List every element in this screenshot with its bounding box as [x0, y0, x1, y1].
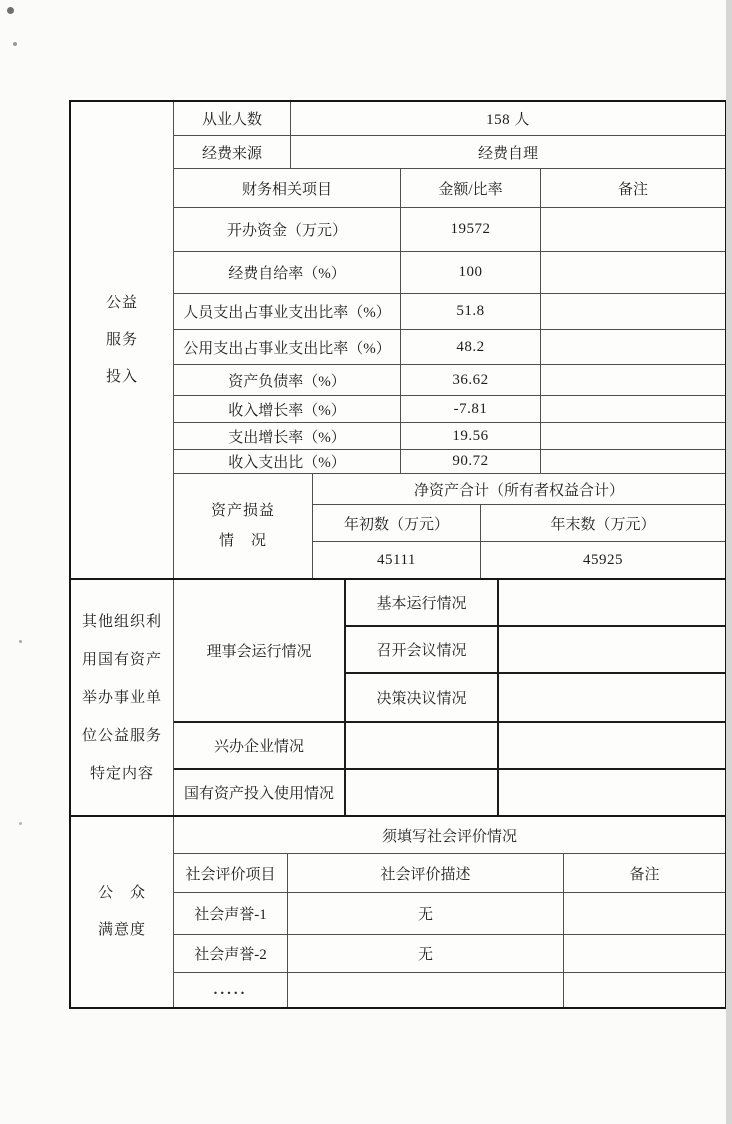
- evaluation-remark: [564, 973, 725, 1007]
- finance-row: [174, 423, 725, 450]
- finance-remark: [541, 252, 725, 293]
- enterprise-remark: [499, 723, 725, 768]
- year-end-header: 年末数（万元）: [550, 516, 656, 533]
- section-label-line: 特定内容: [89, 765, 154, 782]
- social-evaluation-column-header-row: [174, 854, 725, 893]
- finance-remark: [541, 423, 725, 449]
- finance-label: 支出增长率（%）: [174, 423, 401, 449]
- asset-profit-loss-label: [174, 474, 313, 578]
- scan-speck: [7, 7, 14, 14]
- asset-label-line: 资产损益: [210, 503, 275, 519]
- evaluation-item: 社会声誉-2: [174, 935, 288, 972]
- finance-value: 51.8: [401, 294, 541, 329]
- finance-value: -7.81: [401, 396, 541, 422]
- council-row: [346, 627, 725, 674]
- finance-value: 90.72: [401, 450, 541, 473]
- council-item-label: 召开会议情况: [346, 627, 499, 672]
- council-item-value: [499, 627, 725, 672]
- scan-speck: [13, 42, 17, 46]
- section-label-line: 其他组织利: [81, 613, 162, 630]
- asset-label-line: 情 况: [218, 533, 267, 549]
- staff-count-value: 158 人: [486, 112, 530, 128]
- evaluation-desc-header: 社会评价描述: [288, 854, 564, 892]
- section-label-public-service: [71, 102, 174, 578]
- finance-row: [174, 208, 725, 252]
- year-end-value: 45925: [583, 551, 623, 568]
- finance-remark: [541, 450, 725, 473]
- net-assets-header-row: [313, 474, 725, 505]
- asset-use-row: [174, 770, 725, 815]
- asset-use-value: [346, 770, 499, 815]
- council-row: [346, 580, 725, 627]
- year-begin-header: 年初数（万元）: [313, 505, 481, 541]
- finance-row: [174, 294, 725, 330]
- net-assets-values-row: [313, 542, 725, 578]
- scan-speck: [19, 640, 22, 643]
- finance-value: 100: [401, 252, 541, 293]
- section-label-line: 公 众: [97, 885, 146, 901]
- finance-remark: [541, 365, 725, 395]
- council-item-value: [499, 674, 725, 721]
- scan-speck: [19, 822, 22, 825]
- finance-label: 收入增长率（%）: [174, 396, 401, 422]
- finance-value: 48.2: [401, 330, 541, 364]
- council-operation-block: [174, 580, 725, 723]
- year-begin-value: 45111: [313, 542, 481, 578]
- enterprise-value: [346, 723, 499, 768]
- finance-value: 36.62: [401, 365, 541, 395]
- council-item-label: 基本运行情况: [346, 580, 499, 625]
- finance-label: 公用支出占事业支出比率（%）: [174, 330, 401, 364]
- section-label-line: 投入: [105, 368, 138, 385]
- net-assets-subheader-row: [313, 505, 725, 542]
- finance-value: 19572: [401, 208, 541, 251]
- section-label-line: 服务: [105, 331, 138, 348]
- scan-page-edge-shadow: [726, 0, 732, 1124]
- enterprise-row: [174, 723, 725, 770]
- evaluation-remark: [564, 935, 725, 972]
- funding-source-row: [174, 136, 725, 169]
- asset-use-remark: [499, 770, 725, 815]
- section-body: [174, 580, 725, 815]
- evaluation-row: [174, 893, 725, 935]
- staff-count-row: [174, 102, 725, 136]
- evaluation-desc: [288, 973, 564, 1007]
- enterprise-label: 兴办企业情况: [174, 723, 346, 768]
- social-evaluation-header-row: [174, 817, 725, 854]
- asset-detail-column: [313, 474, 725, 578]
- disclosure-table: [69, 100, 727, 1009]
- finance-label: 资产负债率（%）: [174, 365, 401, 395]
- finance-remark: [541, 294, 725, 329]
- finance-header-row: [174, 169, 725, 208]
- finance-remark: [541, 396, 725, 422]
- funding-source-value: 经费自理: [477, 145, 538, 162]
- net-assets-header: 净资产合计（所有者权益合计）: [413, 482, 624, 499]
- council-item-label: 决策决议情况: [346, 674, 499, 721]
- finance-remark: [541, 208, 725, 251]
- finance-row: [174, 396, 725, 423]
- section-label-public-satisfaction: [71, 817, 174, 1007]
- evaluation-remark-header: 备注: [629, 866, 660, 883]
- finance-remark: [541, 330, 725, 364]
- evaluation-row: [174, 935, 725, 973]
- social-evaluation-header: 须填写社会评价情况: [381, 828, 517, 845]
- council-row: [346, 674, 725, 721]
- council-operation-label: 理事会运行情况: [174, 580, 346, 721]
- evaluation-desc: 无: [288, 935, 564, 972]
- evaluation-desc: 无: [288, 893, 564, 934]
- asset-profit-loss-block: [174, 474, 725, 578]
- finance-row: [174, 252, 725, 294]
- section-label-line: 举办事业单: [81, 689, 162, 706]
- finance-label: 收入支出比（%）: [174, 450, 401, 473]
- evaluation-item: 社会声誉-1: [174, 893, 288, 934]
- section-body: [174, 817, 725, 1007]
- section-body: [174, 102, 725, 578]
- section-public-satisfaction: [71, 815, 725, 1007]
- section-state-asset-specific-content: [71, 578, 725, 815]
- funding-source-label: 经费来源: [174, 136, 291, 168]
- finance-label: 人员支出占事业支出比率（%）: [174, 294, 401, 329]
- finance-label: 开办资金（万元）: [174, 208, 401, 251]
- finance-label: 经费自给率（%）: [174, 252, 401, 293]
- finance-row: [174, 330, 725, 365]
- section-label-line: 满意度: [97, 922, 146, 938]
- evaluation-remark: [564, 893, 725, 934]
- evaluation-item-header: 社会评价项目: [174, 854, 288, 892]
- asset-use-label: 国有资产投入使用情况: [174, 770, 346, 815]
- finance-item-header: 财务相关项目: [174, 169, 401, 207]
- council-detail-column: [346, 580, 725, 721]
- section-public-service-investment: [71, 102, 725, 578]
- finance-row: [174, 365, 725, 396]
- evaluation-row: [174, 973, 725, 1007]
- finance-value: 19.56: [401, 423, 541, 449]
- council-item-value: [499, 580, 725, 625]
- section-label-state-assets: [71, 580, 174, 815]
- section-label-line: 公益: [105, 294, 138, 311]
- finance-amount-header: 金额/比率: [401, 169, 541, 207]
- section-label-line: 位公益服务: [81, 727, 162, 744]
- finance-remark-header: 备注: [617, 181, 648, 198]
- finance-row: [174, 450, 725, 474]
- evaluation-item: .....: [174, 973, 288, 1007]
- section-label-line: 用国有资产: [81, 651, 162, 668]
- staff-count-label: 从业人数: [174, 102, 291, 135]
